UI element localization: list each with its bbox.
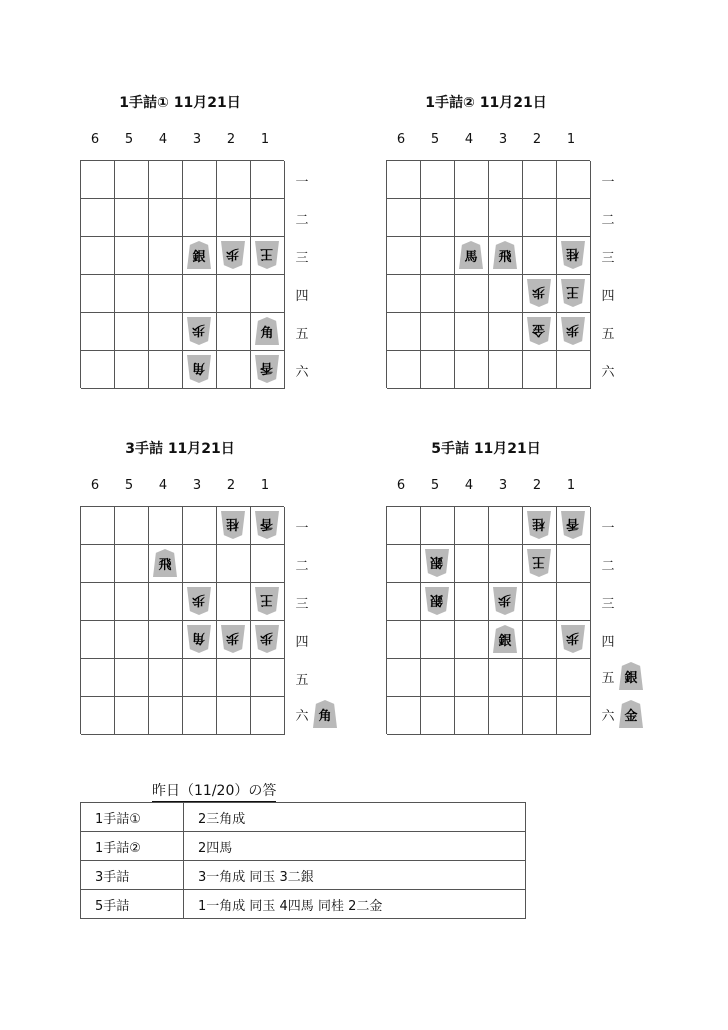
piece-char: 角 [192, 629, 206, 645]
shogi-piece[interactable] [561, 241, 585, 269]
board-square[interactable] [455, 275, 489, 313]
board-square[interactable] [183, 161, 217, 199]
board-square[interactable] [115, 237, 149, 275]
board-square[interactable] [81, 199, 115, 237]
board-square[interactable] [251, 545, 285, 583]
board-square[interactable] [455, 659, 489, 697]
piece-char: 歩 [566, 321, 580, 337]
piece-char: 香 [260, 359, 274, 375]
board-square[interactable] [557, 161, 591, 199]
shogi-piece[interactable] [561, 317, 585, 345]
piece-char: 王 [532, 553, 546, 569]
board-square[interactable] [523, 161, 557, 199]
column-number: 1 [260, 478, 270, 493]
piece-char: 桂 [566, 245, 580, 261]
board-square[interactable] [115, 697, 149, 735]
board-square[interactable] [81, 659, 115, 697]
board-square[interactable] [489, 659, 523, 697]
board-square[interactable] [387, 659, 421, 697]
shogi-piece[interactable] [221, 625, 245, 653]
board-square[interactable] [489, 351, 523, 389]
board-square[interactable] [149, 199, 183, 237]
column-number: 6 [90, 478, 100, 493]
piece-char: 歩 [566, 629, 580, 645]
board-square[interactable] [251, 161, 285, 199]
answer-label: 3手詰 [81, 861, 184, 890]
shogi-piece[interactable] [187, 625, 211, 653]
column-number: 1 [260, 132, 270, 147]
column-number: 4 [464, 478, 474, 493]
piece-char: 飛 [158, 557, 172, 573]
problem-title: 3手詰 11月21日 [125, 441, 235, 457]
piece-char: 歩 [498, 591, 512, 607]
board-square[interactable] [81, 237, 115, 275]
board-square[interactable] [387, 199, 421, 237]
answer-moves: 3一角成 同玉 3二銀 [184, 861, 526, 890]
shogi-piece[interactable] [493, 241, 517, 269]
board-square[interactable] [81, 697, 115, 735]
piece-char: 王 [260, 245, 274, 261]
board-square[interactable] [387, 237, 421, 275]
column-number: 5 [124, 132, 134, 147]
board-square[interactable] [217, 161, 251, 199]
board-square[interactable] [115, 507, 149, 545]
board-square[interactable] [557, 659, 591, 697]
shogi-piece[interactable] [493, 625, 517, 653]
shogi-piece[interactable] [527, 317, 551, 345]
board-square[interactable] [387, 313, 421, 351]
board-square[interactable] [81, 275, 115, 313]
column-number: 1 [566, 132, 576, 147]
board-square[interactable] [557, 583, 591, 621]
board-square[interactable] [149, 659, 183, 697]
row-number: 六 [601, 708, 615, 724]
column-number: 3 [498, 132, 508, 147]
board-square[interactable] [455, 161, 489, 199]
board-square[interactable] [149, 237, 183, 275]
shogi-piece[interactable] [187, 587, 211, 615]
shogi-board [80, 506, 284, 734]
shogi-piece[interactable] [561, 625, 585, 653]
problem-title: 1手詰① 11月21日 [119, 95, 241, 111]
board-square[interactable] [183, 545, 217, 583]
piece-char: 香 [260, 515, 274, 531]
column-number: 5 [124, 478, 134, 493]
board-square[interactable] [251, 275, 285, 313]
row-number: 四 [601, 635, 615, 650]
board-square[interactable] [149, 507, 183, 545]
board-square[interactable] [489, 275, 523, 313]
row-number: 四 [601, 289, 615, 304]
row-number: 二 [601, 559, 615, 574]
board-square[interactable] [387, 545, 421, 583]
column-number: 4 [158, 132, 168, 147]
board-square[interactable] [149, 313, 183, 351]
piece-char: 王 [566, 283, 580, 299]
column-number: 3 [192, 132, 202, 147]
board-square[interactable] [523, 621, 557, 659]
piece-char: 王 [260, 591, 274, 607]
shogi-piece[interactable] [619, 700, 643, 728]
board-square[interactable] [149, 697, 183, 735]
row-number: 五 [295, 673, 309, 688]
column-number: 5 [430, 478, 440, 493]
shogi-piece[interactable] [255, 241, 279, 269]
answer-label: 1手詰① [81, 803, 184, 832]
board-square[interactable] [421, 275, 455, 313]
board-square[interactable] [81, 507, 115, 545]
board-square[interactable] [217, 313, 251, 351]
board-square[interactable] [81, 313, 115, 351]
board-square[interactable] [523, 697, 557, 735]
board-square[interactable] [115, 545, 149, 583]
board-square[interactable] [149, 621, 183, 659]
piece-char: 桂 [532, 515, 546, 531]
piece-char: 桂 [226, 515, 240, 531]
shogi-piece[interactable] [493, 587, 517, 615]
board-square[interactable] [115, 621, 149, 659]
board-square[interactable] [489, 545, 523, 583]
shogi-piece[interactable] [221, 241, 245, 269]
shogi-board [80, 160, 284, 388]
row-number: 三 [295, 597, 309, 612]
board-square[interactable] [421, 161, 455, 199]
column-number: 2 [226, 132, 236, 147]
piece-char: 飛 [498, 249, 512, 265]
row-number: 六 [295, 365, 309, 380]
board-square[interactable] [115, 199, 149, 237]
board-square[interactable] [489, 161, 523, 199]
column-number: 3 [192, 478, 202, 493]
row-number: 一 [295, 521, 309, 536]
board-square[interactable] [183, 199, 217, 237]
piece-char: 歩 [192, 321, 206, 337]
shogi-board [386, 160, 590, 388]
board-square[interactable] [81, 583, 115, 621]
board-square[interactable] [421, 621, 455, 659]
piece-char: 角 [318, 708, 332, 724]
piece-char: 銀 [192, 249, 206, 265]
shogi-piece[interactable] [187, 241, 211, 269]
board-square[interactable] [81, 351, 115, 389]
answers-table [80, 802, 526, 919]
board-square[interactable] [455, 621, 489, 659]
board-square[interactable] [217, 583, 251, 621]
column-number: 4 [158, 478, 168, 493]
column-number: 1 [566, 478, 576, 493]
shogi-piece[interactable] [425, 587, 449, 615]
board-square[interactable] [489, 199, 523, 237]
board-square[interactable] [115, 351, 149, 389]
board-square[interactable] [217, 659, 251, 697]
board-square[interactable] [421, 351, 455, 389]
row-number: 一 [601, 521, 615, 536]
board-square[interactable] [387, 275, 421, 313]
board-square[interactable] [455, 545, 489, 583]
board-square[interactable] [387, 621, 421, 659]
board-square[interactable] [523, 583, 557, 621]
shogi-piece[interactable] [561, 279, 585, 307]
piece-char: 銀 [498, 633, 512, 649]
board-square[interactable] [421, 507, 455, 545]
column-number: 2 [532, 478, 542, 493]
shogi-piece[interactable] [221, 511, 245, 539]
shogi-piece[interactable] [255, 511, 279, 539]
piece-char: 銀 [430, 553, 444, 569]
board-square[interactable] [149, 583, 183, 621]
board-square[interactable] [183, 507, 217, 545]
row-number: 三 [601, 251, 615, 266]
answer-row [81, 890, 526, 919]
board-square[interactable] [523, 199, 557, 237]
problem-title: 1手詰② 11月21日 [425, 95, 547, 111]
board-square[interactable] [251, 659, 285, 697]
board-square[interactable] [387, 697, 421, 735]
shogi-piece[interactable] [255, 625, 279, 653]
answer-moves: 2四馬 [184, 832, 526, 861]
answer-moves: 2三角成 [184, 803, 526, 832]
answer-label: 5手詰 [81, 890, 184, 919]
board-square[interactable] [183, 659, 217, 697]
shogi-piece[interactable] [187, 317, 211, 345]
row-number: 六 [295, 708, 309, 724]
piece-in-hand [598, 700, 643, 728]
piece-char: 歩 [260, 629, 274, 645]
board-square[interactable] [217, 275, 251, 313]
shogi-piece[interactable] [255, 587, 279, 615]
row-number: 五 [295, 327, 309, 342]
answer-moves: 1一角成 同玉 4四馬 同桂 2二金 [184, 890, 526, 919]
row-number: 二 [601, 213, 615, 228]
board-square[interactable] [455, 697, 489, 735]
piece-char: 角 [192, 359, 206, 375]
board-square[interactable] [421, 237, 455, 275]
row-number: 一 [601, 175, 615, 190]
shogi-piece[interactable] [425, 549, 449, 577]
board-square[interactable] [81, 621, 115, 659]
row-number: 三 [295, 251, 309, 266]
board-square[interactable] [489, 313, 523, 351]
board-square[interactable] [455, 199, 489, 237]
column-number: 6 [396, 478, 406, 493]
board-square[interactable] [421, 697, 455, 735]
board-square[interactable] [387, 507, 421, 545]
row-number: 四 [295, 289, 309, 304]
shogi-piece[interactable] [459, 241, 483, 269]
piece-char: 歩 [226, 629, 240, 645]
piece-char: 角 [260, 325, 274, 341]
board-square[interactable] [115, 583, 149, 621]
column-number: 2 [226, 478, 236, 493]
column-number: 6 [396, 132, 406, 147]
row-number: 六 [601, 365, 615, 380]
piece-char: 香 [566, 515, 580, 531]
piece-char: 銀 [624, 670, 638, 686]
row-number: 三 [601, 597, 615, 612]
shogi-board [386, 506, 590, 734]
board-square[interactable] [115, 275, 149, 313]
board-square[interactable] [149, 161, 183, 199]
board-square[interactable] [149, 275, 183, 313]
board-square[interactable] [523, 659, 557, 697]
board-square[interactable] [523, 237, 557, 275]
piece-in-hand [598, 662, 643, 690]
board-square[interactable] [489, 697, 523, 735]
board-square[interactable] [421, 659, 455, 697]
shogi-piece[interactable] [527, 549, 551, 577]
piece-char: 歩 [532, 283, 546, 299]
piece-in-hand [292, 700, 337, 728]
board-square[interactable] [489, 507, 523, 545]
board-square[interactable] [455, 351, 489, 389]
column-number: 5 [430, 132, 440, 147]
piece-char: 銀 [430, 591, 444, 607]
column-number: 2 [532, 132, 542, 147]
row-number: 二 [295, 213, 309, 228]
board-square[interactable] [251, 697, 285, 735]
piece-char: 歩 [226, 245, 240, 261]
board-square[interactable] [217, 351, 251, 389]
board-square[interactable] [387, 161, 421, 199]
board-square[interactable] [115, 659, 149, 697]
column-number: 4 [464, 132, 474, 147]
answer-row [81, 861, 526, 890]
shogi-piece[interactable] [153, 549, 177, 577]
board-square[interactable] [455, 583, 489, 621]
shogi-piece[interactable] [619, 662, 643, 690]
shogi-piece[interactable] [561, 511, 585, 539]
shogi-piece[interactable] [255, 355, 279, 383]
board-square[interactable] [557, 199, 591, 237]
piece-char: 金 [624, 708, 638, 724]
answer-label: 1手詰② [81, 832, 184, 861]
board-square[interactable] [557, 697, 591, 735]
board-square[interactable] [421, 199, 455, 237]
column-number: 6 [90, 132, 100, 147]
shogi-piece[interactable] [313, 700, 337, 728]
board-square[interactable] [149, 351, 183, 389]
board-square[interactable] [455, 313, 489, 351]
shogi-piece[interactable] [255, 317, 279, 345]
board-square[interactable] [183, 275, 217, 313]
board-square[interactable] [523, 351, 557, 389]
board-square[interactable] [217, 199, 251, 237]
row-number: 五 [601, 327, 615, 342]
board-square[interactable] [217, 697, 251, 735]
board-square[interactable] [217, 545, 251, 583]
board-square[interactable] [387, 351, 421, 389]
board-square[interactable] [81, 545, 115, 583]
row-number: 二 [295, 559, 309, 574]
board-square[interactable] [557, 351, 591, 389]
board-square[interactable] [557, 545, 591, 583]
board-square[interactable] [81, 161, 115, 199]
board-square[interactable] [251, 199, 285, 237]
piece-char: 馬 [464, 249, 478, 265]
answer-row [81, 803, 526, 832]
board-square[interactable] [115, 313, 149, 351]
answers-title: 昨日（11/20）の答 [152, 780, 276, 802]
board-square[interactable] [387, 583, 421, 621]
board-square[interactable] [115, 161, 149, 199]
shogi-piece[interactable] [527, 279, 551, 307]
shogi-piece[interactable] [527, 511, 551, 539]
board-square[interactable] [421, 313, 455, 351]
problem-title: 5手詰 11月21日 [431, 441, 541, 457]
row-number: 四 [295, 635, 309, 650]
row-number: 五 [601, 670, 615, 686]
piece-char: 金 [532, 321, 546, 337]
answer-row [81, 832, 526, 861]
board-square[interactable] [183, 697, 217, 735]
board-square[interactable] [455, 507, 489, 545]
row-number: 一 [295, 175, 309, 190]
piece-char: 歩 [192, 591, 206, 607]
column-number: 3 [498, 478, 508, 493]
shogi-piece[interactable] [187, 355, 211, 383]
